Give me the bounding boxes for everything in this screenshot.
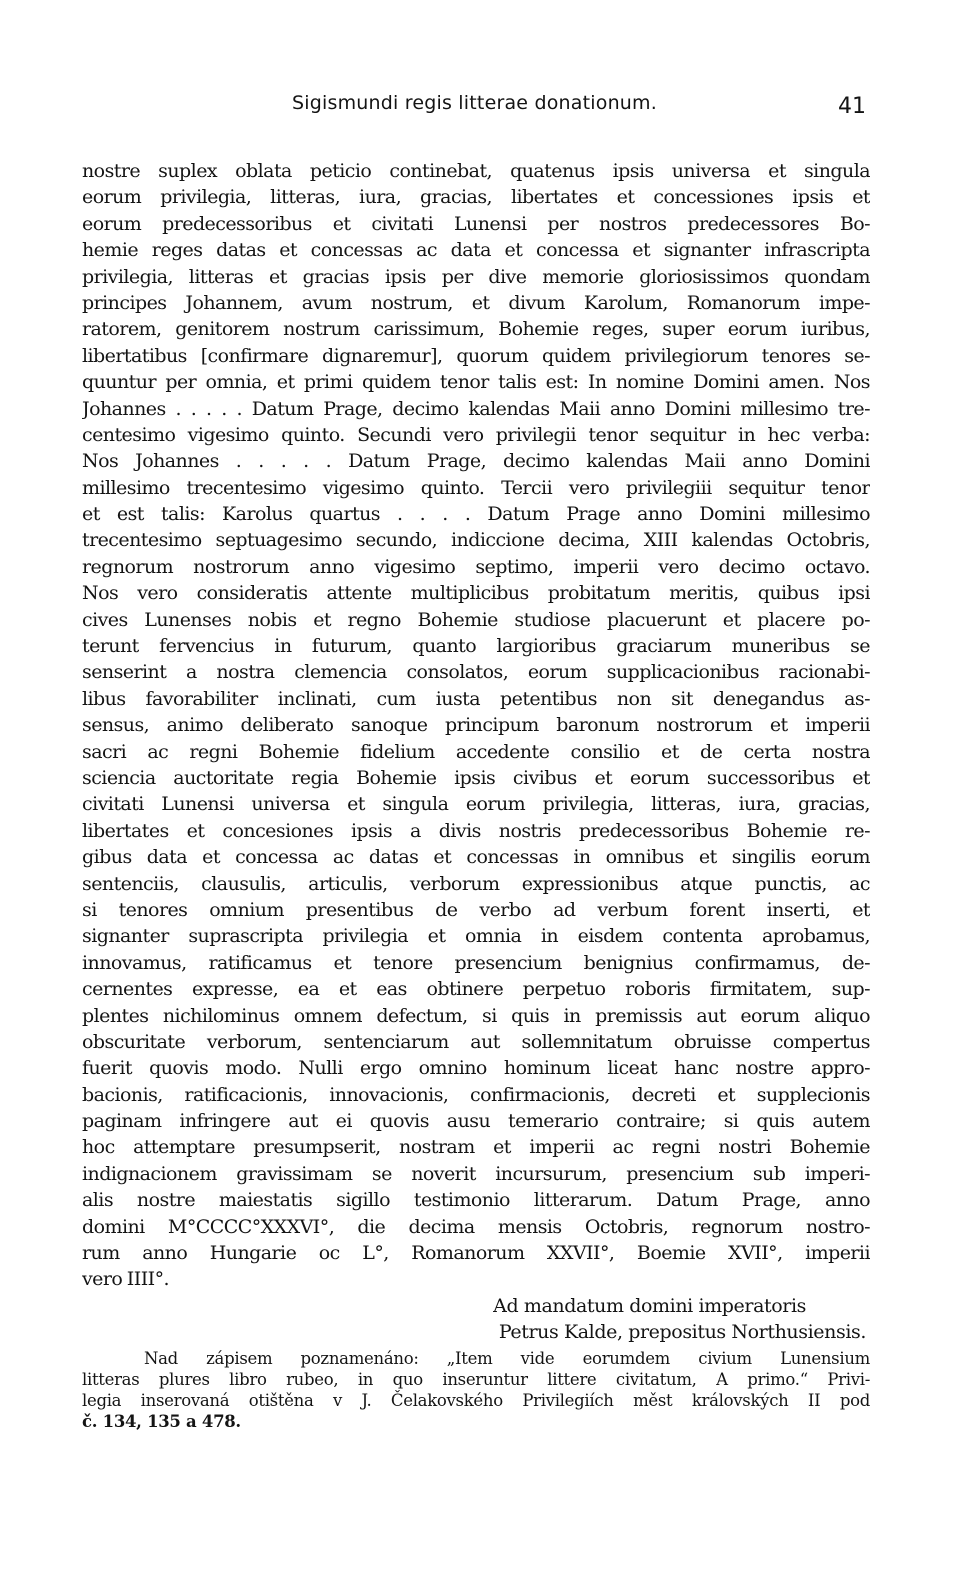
note-line: Nad zápisem poznamenáno: „Item vide eorumdem civium Lunensium: [144, 1348, 870, 1368]
text-line: sentenciis, clausulis, articulis, verborum expressionibus atque punctis, ac: [82, 872, 870, 895]
text-line: cernentes expresse, ea et eas obtinere perpetuo roboris firmitatem, sup-: [82, 978, 870, 1001]
text-line: bacionis, ratificacionis, innovacionis, confirmacionis, decreti et supplecionis: [82, 1083, 870, 1106]
text-line: libertatibus [confirmare dignaremur], quorum quidem privilegiorum tenores se-: [82, 344, 870, 367]
text-line: eorum predecessoribus et civitati Lunensi per nostros predecessores Bo-: [82, 212, 870, 235]
document-page: [82, 92, 870, 1432]
charter-text: [82, 158, 870, 1293]
text-line: eorum privilegia, litteras, iura, gracias, libertates et concessiones ipsis et: [82, 186, 870, 209]
text-line: libertates et concesiones ipsis a divis nostris predecessoribus Bohemie re-: [82, 819, 870, 842]
text-line: libus favorabiliter inclinati, cum iusta petentibus non sit denegandus as-: [82, 687, 870, 710]
text-line: si tenores omnium presentibus de verbo ad verbum forent inserti, et: [82, 898, 870, 921]
text-line: Nos Johannes . . . . . Datum Prage, decimo kalendas Maii anno Domini: [82, 450, 870, 473]
page-header: [82, 92, 870, 124]
text-line: civitati Lunensi universa et singula eorum privilegia, litteras, iura, gracias,: [82, 793, 870, 816]
text-line: centesimo vigesimo quinto. Secundi vero privilegii tenor sequitur in hec verba:: [82, 423, 870, 446]
text-line: vero IIII°.: [82, 1268, 170, 1291]
text-line: obscuritate verborum, sentenciarum aut sollemnitatum obruisse compertus: [82, 1030, 870, 1053]
text-line: sciencia auctoritate regia Bohemie ipsis civibus et eorum successoribus et: [82, 766, 870, 789]
text-line: privilegia, litteras et gracias ipsis per dive memorie gloriosissimos quondam: [82, 265, 870, 288]
text-line: domini M°CCCC°XXXVI°, die decima mensis Octobris, regnorum nostro-: [82, 1215, 870, 1238]
text-line: sensus, animo deliberato sanoque principum baronum nostrorum et imperii: [82, 714, 870, 737]
text-line: et est talis: Karolus quartus . . . . Datum Prage anno Domini millesimo: [82, 503, 870, 526]
text-line: quuntur per omnia, et primi quidem tenor talis est: In nomine Domini amen. Nos: [82, 371, 870, 394]
text-line: trecentesimo septuagesimo secundo, indiccione decima, XIII kalendas Octobris,: [82, 529, 870, 552]
note-line: č. 134, 135 a 478.: [82, 1411, 241, 1431]
text-line: fuerit quovis modo. Nulli ergo omnino hominum liceat hanc nostre appro-: [82, 1057, 870, 1080]
text-line: Nos vero consideratis attente multiplicibus probitatum meritis, quibus ipsi: [82, 582, 870, 605]
text-line: terunt fervencius in futurum, quanto largioribus graciarum muneribus se: [82, 635, 870, 658]
text-line: regnorum nostrorum anno vigesimo septimo, imperii vero decimo octavo.: [82, 555, 870, 578]
text-line: innovamus, ratificamus et tenore presencium benignius confirmamus, de-: [82, 951, 870, 974]
note-line: litteras plures libro rubeo, in quo inseruntur littere civitatum, A primo.“ Privi-: [82, 1369, 870, 1389]
text-line: plentes nichilominus omnem defectum, si quis in premissis aut eorum aliquo: [82, 1004, 870, 1027]
text-line: alis nostre maiestatis sigillo testimonio litterarum. Datum Prage, anno: [82, 1189, 870, 1212]
page-number: 41: [838, 94, 866, 119]
text-line: Johannes . . . . . Datum Prage, decimo kalendas Maii anno Domini millesimo tre-: [82, 397, 870, 420]
text-line: cives Lunenses nobis et regno Bohemie studiose placuerunt et placere po-: [82, 608, 870, 631]
text-line: signanter suprascripta privilegia et omnia in eisdem contenta aprobamus,: [82, 925, 870, 948]
text-line: hemie reges datas et concessas ac data et concessa et signanter infrascripta: [82, 239, 870, 262]
note-line: legia inserovaná otištěna v J. Čelakovského Privilegiích měst královských II pod: [82, 1390, 870, 1410]
text-line: nostre suplex oblata peticio continebat, quatenus ipsis universa et singula: [82, 160, 870, 182]
text-line: hoc attemptare presumpserit, nostram et imperii ac regni nostri Bohemie: [82, 1136, 870, 1159]
signatory-line: Petrus Kalde, prepositus Northusiensis.: [498, 1321, 866, 1344]
text-line: millesimo trecentesimo vigesimo quinto. Tercii vero privilegiii sequitur tenor: [82, 476, 870, 499]
signature-block: [82, 1293, 870, 1346]
text-line: senserint a nostra clemencia consolatos, eorum supplicacionibus racionabi-: [82, 661, 870, 684]
text-line: ratorem, genitorem nostrum carissimum, Bohemie reges, super eorum iuribus,: [82, 318, 870, 341]
text-line: indignacionem gravissimam se noverit incursurum, presencium sub imperi-: [82, 1162, 870, 1185]
text-line: rum anno Hungarie oc L°, Romanorum XXVII°, Boemie XVII°, imperii: [82, 1242, 870, 1265]
mandate-line: Ad mandatum domini imperatoris: [493, 1294, 806, 1317]
editorial-note: [82, 1348, 870, 1432]
text-line: paginam infringere aut ei quovis ausu temerario contraire; si quis autem: [82, 1110, 870, 1133]
text-line: sacri ac regni Bohemie fidelium accedente consilio et de certa nostra: [82, 740, 870, 763]
text-line: gibus data et concessa ac datas et concessas in omnibus et singilis eorum: [82, 846, 870, 869]
running-title: Sigismundi regis litterae donationum.: [292, 92, 657, 114]
text-line: principes Johannem, avum nostrum, et divum Karolum, Romanorum impe-: [82, 291, 870, 314]
